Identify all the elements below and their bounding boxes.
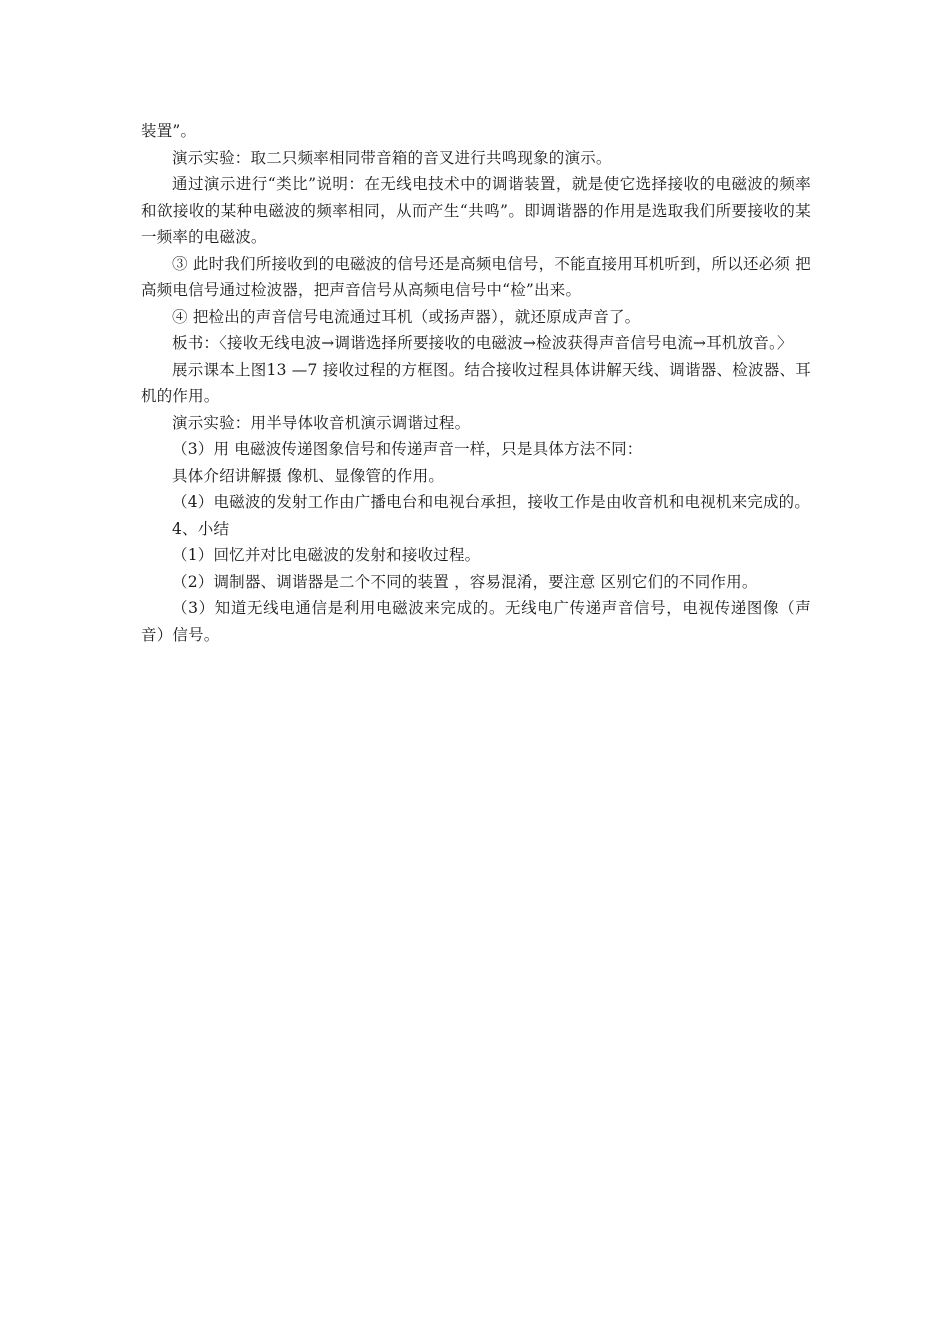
paragraph-broadcast-station: （4）电磁波的发射工作由广播电台和电视台承担，接收工作是由收音机和电视机来完成的。 (172, 493, 811, 511)
paragraph-step-earphone: ④ 把检出的声音信号电流通过耳机（或扬声器），就还原成声音了。 (172, 307, 641, 326)
paragraph-image-signal: （3）用 电磁波传递图象信号和传递声音一样，只是具体方法不同： (172, 440, 643, 458)
paragraph-blackboard-notes: 板书：〈接收无线电波→调谐选择所要接收的电磁波→检波获得声音信号电流→耳机放音。〉 (172, 334, 793, 352)
paragraph-block-diagram: 展示课本上图13 —7 接收过程的方框图。结合接收过程具体讲解天线、调谐器、检波器、耳机的作用。 (141, 360, 811, 405)
section-heading-summary: 4、小结 (172, 519, 230, 538)
document-body (141, 118, 811, 648)
paragraph-camera-tube: 具体介绍讲解摄 像机、显像管的作用。 (172, 466, 445, 485)
summary-item-3: （3）知道无线电通信是利用电磁波来完成的。无线电广传递声音信号，电视传递图像（声音）信号。 (141, 599, 811, 644)
paragraph-demo-radio: 演示实验：用半导体收音机演示调谐过程。 (172, 413, 471, 432)
paragraph-analogy-resonance: 通过演示进行“类比”说明：在无线电技术中的调谐装置，就是使它选择接收的电磁波的频率和欲接收的某种电磁波的频率相同，从而产生“共鸣”。即调谐器的作用是选取我们所要接收的某一频率的电磁波。 (141, 175, 811, 246)
paragraph-step-detection: ③ 此时我们所接收到的电磁波的信号还是高频电信号，不能直接用耳机听到，所以还必须 把高频电信号通过检波器，把声音信号从高频电信号中“检”出来。 (141, 254, 811, 299)
summary-item-2: （2）调制器、调谐器是二个不同的装置 ，容易混淆，要注意 区别它们的不同作用。 (172, 572, 758, 591)
summary-item-1: （1）回忆并对比电磁波的发射和接收过程。 (172, 546, 481, 564)
paragraph-continuation: 装置”。 (141, 122, 197, 140)
paragraph-demo-tuning-fork: 演示实验：取二只频率相同带音箱的音叉进行共鸣现象的演示。 (172, 148, 612, 167)
